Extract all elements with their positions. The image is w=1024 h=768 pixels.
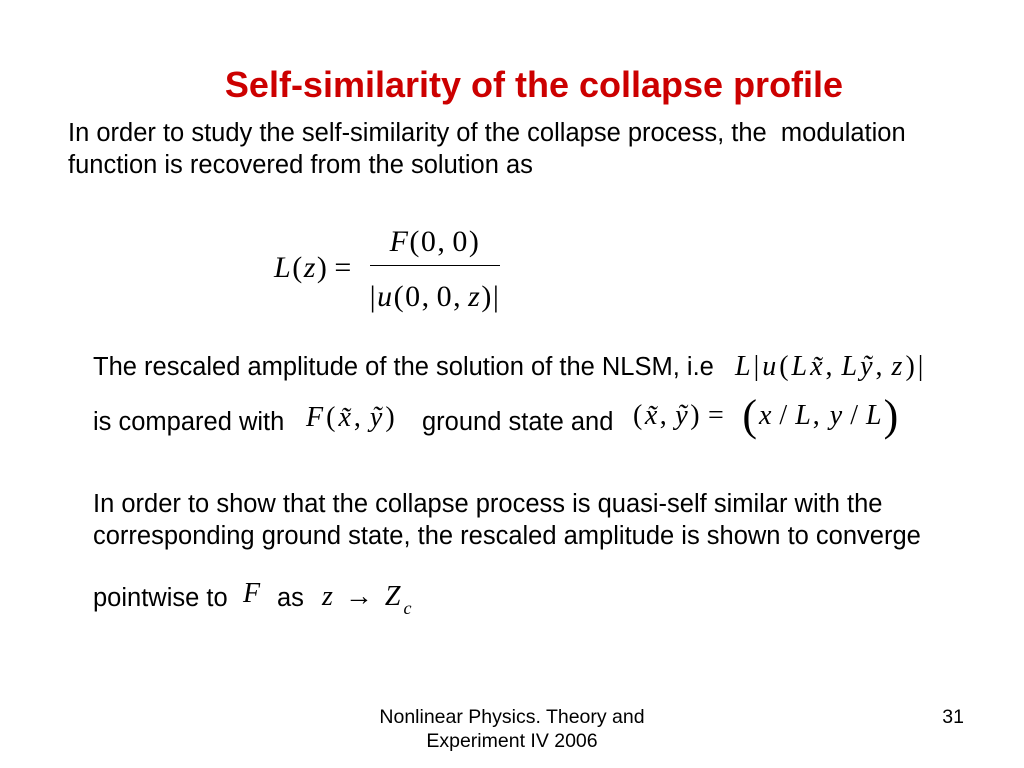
math-symbol: ( — [409, 225, 420, 258]
math-variable: F — [389, 225, 408, 258]
math-variable: z — [322, 581, 333, 612]
math-variable: z — [303, 251, 316, 284]
as-text: as — [277, 584, 304, 612]
fraction-bar — [370, 265, 500, 266]
footer-caption-line: Nonlinear Physics. Theory and — [379, 706, 645, 728]
math-symbol: | — [369, 280, 376, 313]
math-symbol: ) — [481, 280, 492, 313]
footer-caption-line: Experiment IV 2006 — [426, 730, 598, 752]
ground-state-text: ground state and — [422, 408, 614, 436]
math-symbol: | — [753, 351, 760, 382]
math-comma: , — [421, 280, 430, 313]
math-variable: u — [762, 351, 777, 382]
math-variable: c — [403, 598, 412, 618]
math-symbol: ( — [779, 351, 789, 382]
ground-state-formula — [306, 400, 398, 436]
math-relation: = — [334, 251, 352, 284]
math-operator: / — [779, 400, 788, 431]
footer-caption — [0, 705, 1024, 753]
math-variable: ỹ — [369, 402, 383, 433]
math-variable: L — [791, 351, 808, 382]
math-variable: x̃ — [644, 400, 658, 431]
equation-denominator — [368, 279, 502, 315]
math-symbol: 0 — [452, 225, 468, 258]
math-variable: L — [841, 351, 858, 382]
math-symbol: ( — [292, 251, 303, 284]
math-symbol: ) — [316, 251, 327, 284]
math-variable: L — [795, 400, 811, 431]
convergence-paragraph — [93, 488, 921, 552]
limit-formula-main — [322, 581, 403, 612]
math-comma: , — [353, 402, 361, 433]
math-variable: x̃ — [810, 351, 823, 382]
comparison-text: is compared with — [93, 408, 285, 436]
convergence-line: corresponding ground state, the rescaled amplitude is shown to converge — [93, 522, 921, 550]
limit-function-symbol — [243, 576, 262, 612]
math-comma: , — [659, 400, 667, 431]
math-comma: , — [825, 351, 833, 382]
math-symbol: ) — [690, 400, 700, 431]
math-symbol: 0 — [420, 225, 436, 258]
math-symbol: ( — [393, 280, 404, 313]
math-symbol: | — [492, 280, 499, 313]
equation-numerator — [368, 224, 502, 260]
math-variable: ỹ — [675, 400, 688, 431]
math-variable: u — [377, 280, 393, 313]
scaled-coordinates-inner — [759, 398, 884, 434]
pointwise-text: pointwise to — [93, 584, 228, 612]
scaled-coordinates-lhs — [633, 398, 732, 434]
math-variable: x — [758, 400, 772, 431]
math-variable: x̃ — [338, 402, 351, 433]
big-open-paren: ( — [742, 391, 757, 440]
page-number: 31 — [942, 706, 964, 728]
rescaled-amplitude-text: The rescaled amplitude of the solution of the NLSM, i.e — [93, 353, 714, 381]
math-symbol: 0 — [405, 280, 421, 313]
math-variable: F — [306, 402, 324, 433]
equation-lhs — [274, 250, 359, 286]
limit-subscript — [403, 598, 411, 618]
math-variable: F — [243, 578, 261, 609]
math-symbol: ) — [385, 402, 395, 433]
math-variable: z — [468, 280, 480, 313]
math-variable: L — [866, 400, 882, 431]
math-relation: → — [344, 581, 373, 612]
math-variable: Z — [384, 581, 401, 612]
limit-formula — [322, 579, 411, 619]
math-symbol: 0 — [436, 280, 452, 313]
math-symbol: ) — [468, 225, 479, 258]
modulation-equation — [272, 222, 504, 318]
math-comma: , — [812, 400, 820, 431]
big-close-paren: ) — [883, 391, 899, 440]
math-symbol: ( — [326, 402, 336, 433]
scaled-coordinates-formula — [633, 391, 899, 440]
intro-line: function is recovered from the solution as — [68, 151, 533, 179]
math-comma: , — [453, 280, 461, 313]
math-relation: = — [708, 400, 724, 431]
convergence-line: In order to show that the collapse process is quasi-self similar with the — [93, 490, 883, 518]
intro-line: In order to study the self-similarity of the collapse process, the modulation — [68, 119, 906, 147]
math-symbol: ( — [633, 400, 643, 431]
math-operator: / — [850, 400, 858, 431]
math-symbol: | — [917, 351, 924, 382]
math-variable: L — [735, 351, 751, 382]
math-comma: , — [437, 225, 445, 258]
math-variable: L — [274, 251, 291, 284]
math-variable: y — [829, 400, 843, 431]
rescaled-amplitude-formula — [735, 349, 926, 385]
intro-paragraph — [68, 117, 906, 181]
slide-title: Self-similarity of the collapse profile — [224, 64, 844, 105]
math-variable: ỹ — [860, 351, 873, 382]
math-comma: , — [875, 351, 883, 382]
math-variable: z — [891, 351, 903, 382]
math-symbol: ) — [905, 351, 915, 382]
